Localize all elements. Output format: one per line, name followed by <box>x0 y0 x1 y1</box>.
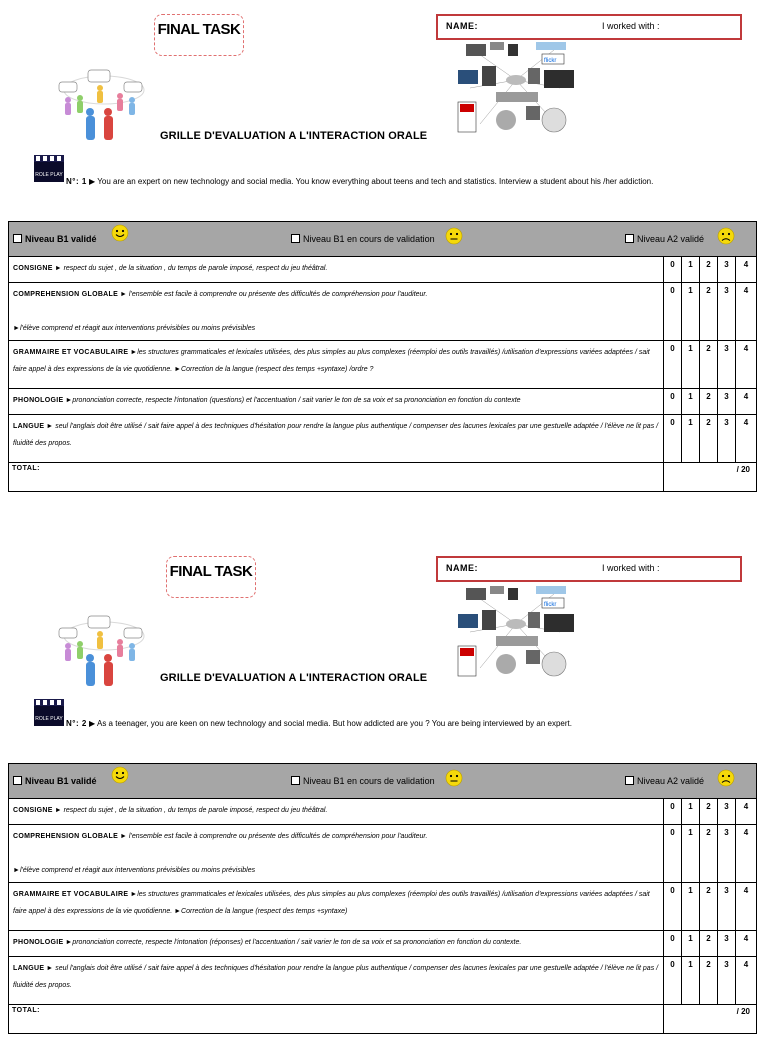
arrow-icon: ▶ <box>89 719 97 728</box>
level-header-row <box>9 222 757 257</box>
score-4[interactable]: 4 <box>736 931 757 957</box>
level-b1-in-progress[interactable]: Niveau B1 en cours de validation <box>291 234 435 244</box>
score-1[interactable]: 1 <box>682 415 700 463</box>
technology-collage-illustration <box>456 584 578 682</box>
score-4[interactable]: 4 <box>736 389 757 415</box>
checkbox[interactable] <box>291 234 300 243</box>
criterion-cell: LANGUE ► seul l'anglais doit être utilisé / sait faire appel à des techniques d'hésitation pour rendre la langue plus authentique / compenser des lacunes lexicales par une gestuelle adaptée / l'élève ne lit pas / fluidité des propos. <box>9 957 664 1005</box>
score-4[interactable]: 4 <box>736 883 757 931</box>
score-2[interactable]: 2 <box>700 257 718 283</box>
sad-smiley-icon <box>717 769 735 787</box>
clapperboard-icon <box>34 154 64 182</box>
score-0[interactable]: 0 <box>664 415 682 463</box>
happy-smiley-icon <box>111 766 129 784</box>
score-1[interactable]: 1 <box>682 341 700 389</box>
criterion-cell: PHONOLOGIE ►prononciation correcte, respecte l'intonation (questions) et l'accentuation / sait varier le ton de sa voix et sa prononciation en fonction du contexte <box>9 389 664 415</box>
criterion-row <box>9 957 757 1005</box>
score-1[interactable]: 1 <box>682 931 700 957</box>
prompt-text: As a teenager, you are keen on new technology and social media. But how addicted are you ? You are being interviewed by an expert. <box>96 719 572 728</box>
score-3[interactable]: 3 <box>718 283 736 341</box>
grille-title: GRILLE D'EVALUATION A L'INTERACTION ORALE <box>160 672 428 684</box>
score-4[interactable]: 4 <box>736 283 757 341</box>
score-0[interactable]: 0 <box>664 283 682 341</box>
level-header-row <box>9 764 757 799</box>
score-2[interactable]: 2 <box>700 415 718 463</box>
score-2[interactable]: 2 <box>700 931 718 957</box>
score-2[interactable]: 2 <box>700 283 718 341</box>
total-value[interactable]: / 20 <box>664 1005 757 1034</box>
level-b1-in-progress[interactable]: Niveau B1 en cours de validation <box>291 776 435 786</box>
score-0[interactable]: 0 <box>664 341 682 389</box>
name-label: NAME: <box>446 563 478 573</box>
score-1[interactable]: 1 <box>682 957 700 1005</box>
total-row <box>9 1005 757 1034</box>
score-1[interactable]: 1 <box>682 799 700 825</box>
neutral-smiley-icon <box>445 227 463 245</box>
score-0[interactable]: 0 <box>664 799 682 825</box>
criterion-cell: CONSIGNE ► respect du sujet , de la situation , du temps de parole imposé, respect du jeu théâtral. <box>9 257 664 283</box>
criterion-cell: LANGUE ► seul l'anglais doit être utilisé / sait faire appel à des techniques d'hésitation pour rendre la langue plus authentique / compenser des lacunes lexicales par une gestuelle adaptée / l'élève ne lit pas / fluidité des propos. <box>9 415 664 463</box>
level-b1-validated[interactable]: Niveau B1 validé <box>13 776 97 786</box>
score-1[interactable]: 1 <box>682 257 700 283</box>
score-4[interactable]: 4 <box>736 825 757 883</box>
criterion-row <box>9 257 757 283</box>
happy-smiley-icon <box>111 224 129 242</box>
score-0[interactable]: 0 <box>664 825 682 883</box>
criterion-row <box>9 931 757 957</box>
score-3[interactable]: 3 <box>718 931 736 957</box>
grille-title: GRILLE D'EVALUATION A L'INTERACTION ORALE <box>160 130 428 142</box>
score-0[interactable]: 0 <box>664 389 682 415</box>
criterion-row <box>9 283 757 341</box>
evaluation-grid <box>8 221 757 492</box>
checkbox[interactable] <box>291 776 300 785</box>
score-2[interactable]: 2 <box>700 389 718 415</box>
role-play-prompt <box>66 719 572 728</box>
sad-smiley-icon <box>717 227 735 245</box>
score-4[interactable]: 4 <box>736 799 757 825</box>
criterion-cell: COMPREHENSION GLOBALE ► l'ensemble est facile à comprendre ou présente des difficultés de compréhension pour l'auditeur. ►l'élève comprend et réagit aux interventions prévisibles ou moins prévisibles <box>9 283 664 341</box>
svg-text:flickr: flickr <box>544 602 557 608</box>
checkbox[interactable] <box>13 776 22 785</box>
score-2[interactable]: 2 <box>700 957 718 1005</box>
final-task-label: FINAL TASK <box>154 14 244 56</box>
evaluation-sheet-2 <box>0 542 768 1054</box>
score-3[interactable]: 3 <box>718 341 736 389</box>
score-4[interactable]: 4 <box>736 415 757 463</box>
score-2[interactable]: 2 <box>700 799 718 825</box>
criterion-row <box>9 415 757 463</box>
score-2[interactable]: 2 <box>700 341 718 389</box>
score-3[interactable]: 3 <box>718 799 736 825</box>
people-speech-bubbles-illustration <box>56 68 146 144</box>
score-0[interactable]: 0 <box>664 957 682 1005</box>
criterion-cell: GRAMMAIRE ET VOCABULAIRE ►les structures grammaticales et lexicales utilisées, des plus simples au plus complexes (réemploi des outils travaillés) /utilisation d'expressions variées adaptées / sait faire appel à des expressions de la vie quotidienne. ►Correction de la langue (respect des temps +syntaxe) <box>9 883 664 931</box>
score-1[interactable]: 1 <box>682 283 700 341</box>
prompt-number: N°: 1 <box>66 177 87 186</box>
evaluation-grid <box>8 763 757 1034</box>
score-0[interactable]: 0 <box>664 257 682 283</box>
total-value[interactable]: / 20 <box>664 463 757 492</box>
checkbox[interactable] <box>625 234 634 243</box>
score-1[interactable]: 1 <box>682 389 700 415</box>
worked-with-label: I worked with : <box>602 563 660 573</box>
score-4[interactable]: 4 <box>736 341 757 389</box>
total-row <box>9 463 757 492</box>
criterion-row <box>9 883 757 931</box>
criterion-cell: CONSIGNE ► respect du sujet , de la situation , du temps de parole imposé, respect du jeu théâtral. <box>9 799 664 825</box>
total-label: TOTAL: <box>9 1005 664 1034</box>
svg-text:ROLE PLAY: ROLE PLAY <box>35 716 63 722</box>
score-3[interactable]: 3 <box>718 825 736 883</box>
role-play-prompt <box>66 177 653 186</box>
score-4[interactable]: 4 <box>736 957 757 1005</box>
score-0[interactable]: 0 <box>664 931 682 957</box>
score-3[interactable]: 3 <box>718 257 736 283</box>
criterion-row <box>9 389 757 415</box>
checkbox[interactable] <box>13 234 22 243</box>
score-1[interactable]: 1 <box>682 883 700 931</box>
criterion-row <box>9 341 757 389</box>
prompt-number: N°: 2 <box>66 719 87 728</box>
arrow-icon: ▶ <box>89 177 98 186</box>
level-b1-validated[interactable]: Niveau B1 validé <box>13 234 97 244</box>
name-label: NAME: <box>446 21 478 31</box>
checkbox[interactable] <box>625 776 634 785</box>
score-2[interactable]: 2 <box>700 883 718 931</box>
criterion-row <box>9 799 757 825</box>
prompt-text: You are an expert on new technology and social media. You know everything about teens and tech and statistics. Interview a student about his /her addiction. <box>97 177 654 186</box>
worked-with-label: I worked with : <box>602 21 660 31</box>
score-4[interactable]: 4 <box>736 257 757 283</box>
criterion-cell: GRAMMAIRE ET VOCABULAIRE ►les structures grammaticales et lexicales utilisées, des plus simples au plus complexes (réemploi des outils travaillés) /utilisation d'expressions variées adaptées / sait faire appel à des expressions de la vie quotidienne. ►Correction de la langue (respect des temps +syntaxe) /ordre ? <box>9 341 664 389</box>
technology-collage-illustration <box>456 40 578 138</box>
total-label: TOTAL: <box>9 463 664 492</box>
criterion-cell: COMPREHENSION GLOBALE ► l'ensemble est facile à comprendre ou présente des difficultés de compréhension pour l'auditeur. ►l'élève comprend et réagit aux interventions prévisibles ou moins prévisibles <box>9 825 664 883</box>
score-0[interactable]: 0 <box>664 883 682 931</box>
svg-text:flickr: flickr <box>544 58 557 64</box>
score-3[interactable]: 3 <box>718 957 736 1005</box>
score-2[interactable]: 2 <box>700 825 718 883</box>
final-task-label: FINAL TASK <box>166 556 256 598</box>
neutral-smiley-icon <box>445 769 463 787</box>
people-speech-bubbles-illustration <box>56 614 146 690</box>
svg-text:ROLE PLAY: ROLE PLAY <box>35 172 63 178</box>
score-3[interactable]: 3 <box>718 883 736 931</box>
level-a2-validated[interactable]: Niveau A2 validé <box>625 234 704 244</box>
name-box[interactable] <box>436 14 742 40</box>
criterion-row <box>9 825 757 883</box>
clapperboard-icon <box>34 698 64 726</box>
score-3[interactable]: 3 <box>718 389 736 415</box>
score-3[interactable]: 3 <box>718 415 736 463</box>
name-box[interactable] <box>436 556 742 582</box>
evaluation-sheet-1 <box>0 0 768 512</box>
criterion-cell: PHONOLOGIE ►prononciation correcte, respecte l'intonation (réponses) et l'accentuation / sait varier le ton de sa voix et sa prononciation en fonction du contexte. <box>9 931 664 957</box>
level-a2-validated[interactable]: Niveau A2 validé <box>625 776 704 786</box>
score-1[interactable]: 1 <box>682 825 700 883</box>
